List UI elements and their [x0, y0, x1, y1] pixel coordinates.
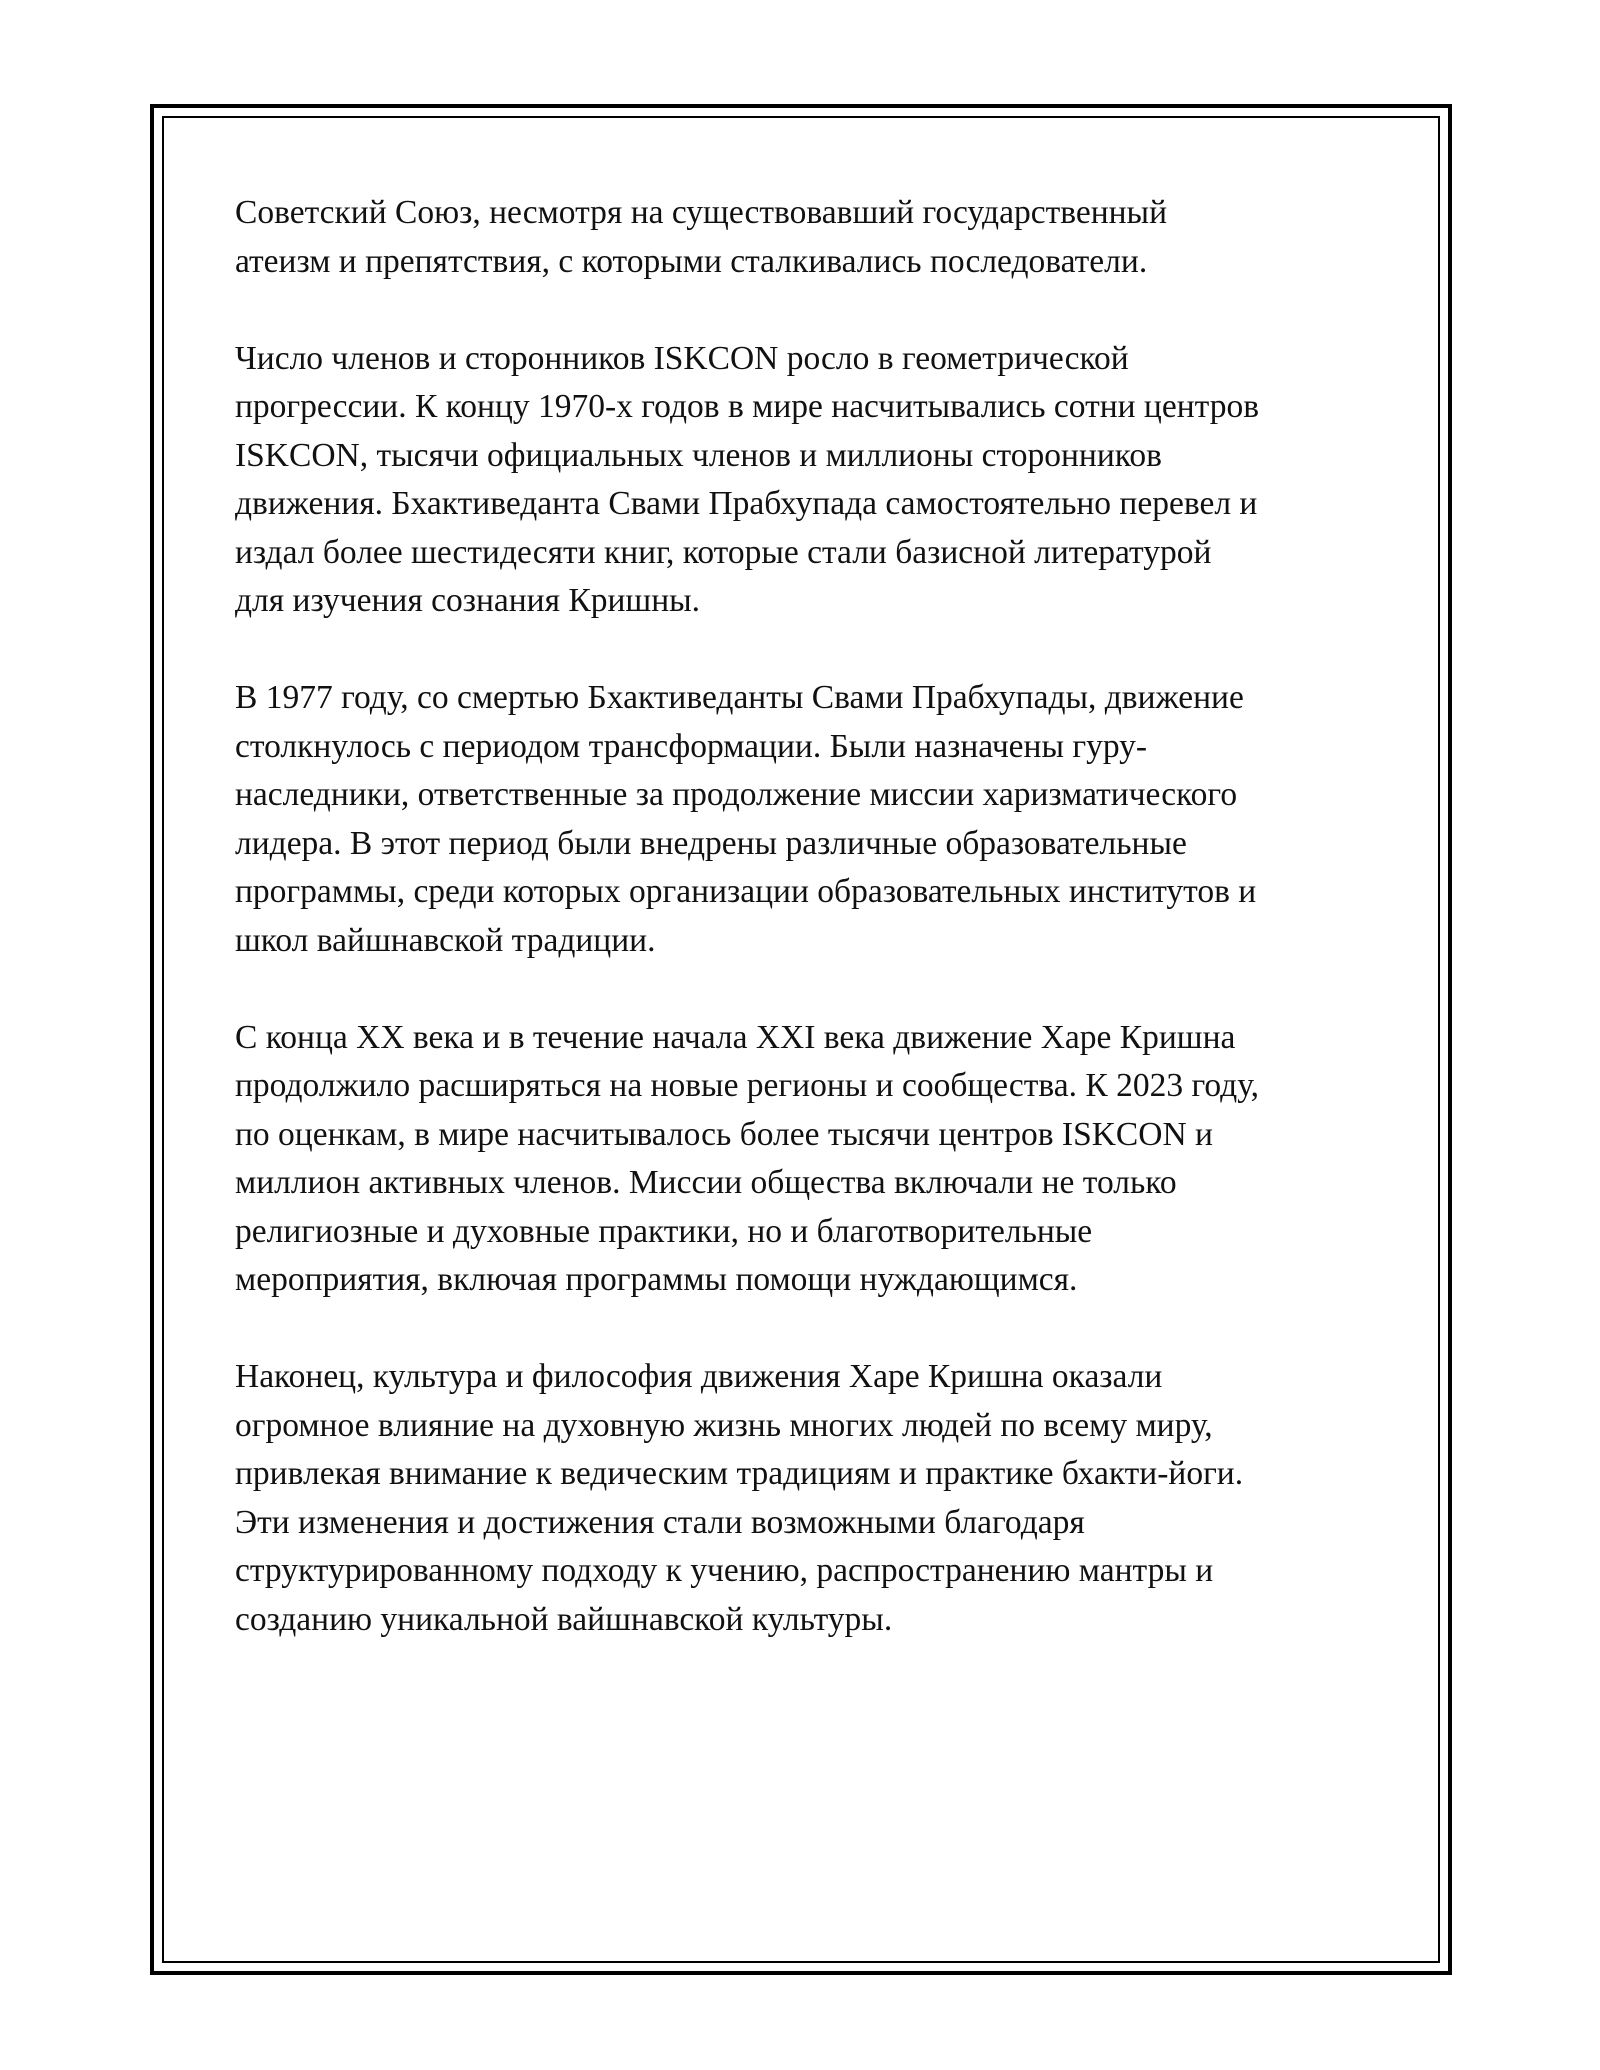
paragraph-membership-growth: Число членов и сторонников ISKCON росло в геометрической прогрессии. К концу 1970-х годов в мире насчитывались сотни центров ISKCON, тысячи официальных членов и миллионы сторонников движения. Бхактиведанта Свами Прабхупада самостоятельно перевел и издал более шестидесяти книг, которые стали базисной литературой для изучения сознания Кришны.	[235, 339, 1260, 619]
paragraph-conclusion: Наконец, культура и философия движения Харе Кришна оказали огромное влияние на духовную жизнь многих людей по всему миру, привлекая внимание к ведическим традициям и практике бхакти-йоги. Эти изменения и достижения стали возможными благодаря структурированному подходу к учению, распространению мантры и созданию уникальной вайшнавской культуры.	[235, 1358, 1244, 1638]
paragraph-1977-transformation: В 1977 году, со смертью Бхактиведанты Свами Прабхупады, движение столкнулось с периодом трансформации. Были назначены гуру- наследники, ответственные за продолжение миссии харизматического лидера. В этот период были внедрены различные образовательные программы, среди которых организации образовательных институтов и школ вайшнавской традиции.	[235, 679, 1257, 959]
document-body	[235, 189, 1370, 1693]
paragraph-expansion: С конца XX века и в течение начала XXI века движение Харе Кришна продолжило расширяться на новые регионы и сообщества. К 2023 году, по оценкам, в мире насчитывалось более тысячи центров ISKCON и миллион активных членов. Миссии общества включали не только религиозные и духовные практики, но и благотворительные мероприятия, включая программы помощи нуждающимся.	[235, 1018, 1259, 1298]
paragraph-soviet-union: Советский Союз, несмотря на существовавший государственный атеизм и препятствия, с которыми сталкивались последователи.	[235, 194, 1167, 280]
